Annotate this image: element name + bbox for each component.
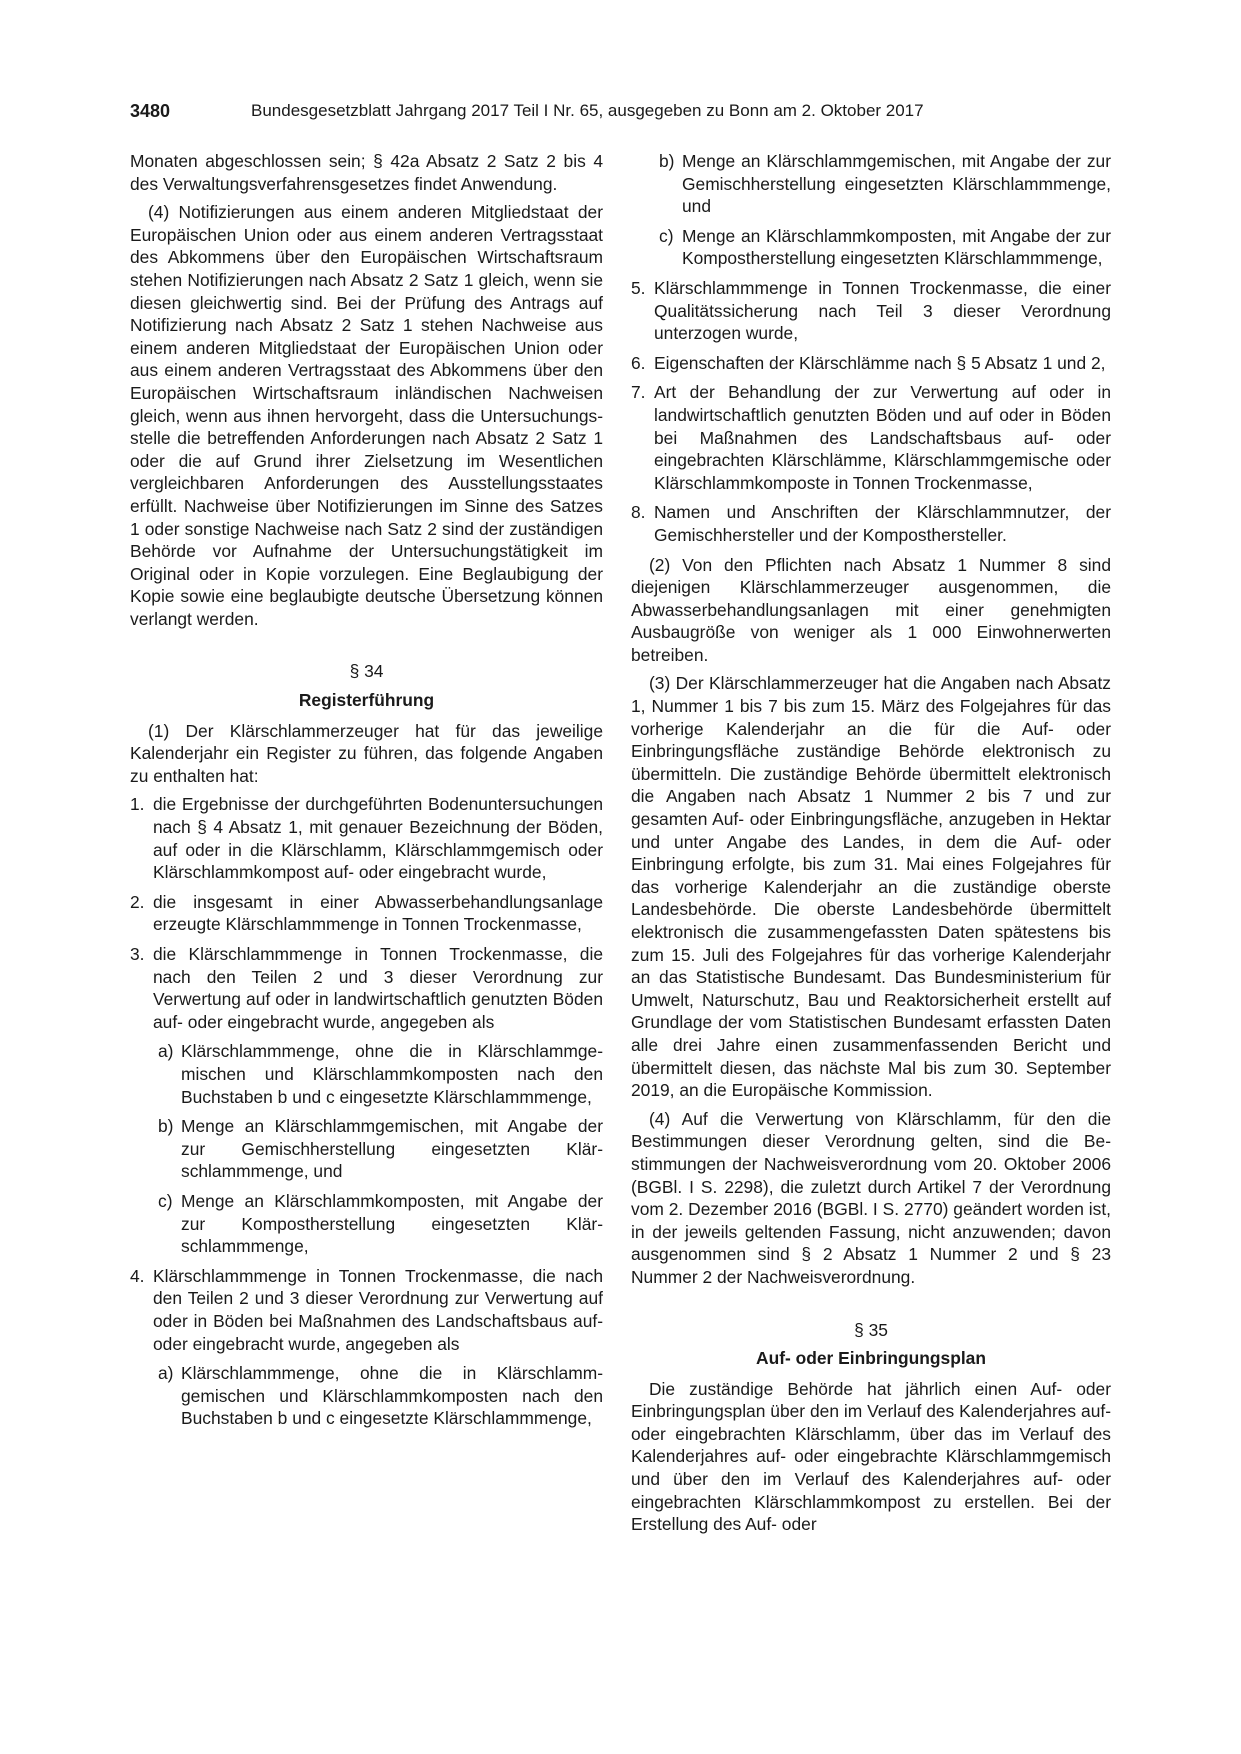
paragraph-4: (4) Notifizierungen aus einem anderen Mitgliedstaat der Europäischen Union oder aus einem anderen Vertragsstaat des Abkommens über den Europäischen Wirtschaftsraum stehen Notifizierungen nach Absatz 2 Satz 1 gleich, wenn sie diesen gleichwertig sind. Bei der Prüfung des Antrags auf Notifizierung nach Absatz 2 Satz 1 stehen Nachweise aus einem anderen Mitgliedstaat der Europäischen Union oder aus einem anderen Vertragsstaat des Abkommens über den Europäischen Wirtschaftsraum inländischen Nachweisen gleich, wenn aus ihnen hervorgeht, dass die Untersuchungsstelle die betreffenden Anforderungen nach Absatz 2 Satz 1 oder die auf Grund ihrer Zielsetzung im Wesentlichen vergleichbaren Anforderungen des Ausstellungsstaates erfüllt. Nachweise über Notifizierungen im Sinne des Satzes 1 oder sonstige Nachweise nach Satz 2 sind der zuständigen Behörde vor Aufnahme der Untersuchungstätigkeit im Original oder in Kopie vorzulegen. Eine Beglaubigung der Kopie sowie eine beglaubigte deutsche Übersetzung können verlangt werden.	[130, 202, 603, 629]
sub-item	[659, 150, 1111, 218]
list-item-text: Klärschlammmenge in Tonnen Trockenmasse, die einer Qualitätssicherung nach Teil 3 dieser Verordnung unterzogen wurde,	[654, 277, 1111, 344]
section-34-number: § 34	[349, 661, 384, 682]
page-header	[130, 101, 1110, 127]
list-item-number: 4.	[130, 1265, 145, 1286]
section-34-title: Registerführung	[298, 690, 435, 711]
list-item-text: die insgesamt in einer Abwasserbehandlungsanlage erzeugte Klärschlammmenge in Tonnen Trockenmasse,	[153, 891, 603, 935]
section-34-paragraph-2: (2) Von den Pflichten nach Absatz 1 Nummer 8 sind diejenigen Klärschlammerzeuger ausgenommen, die Abwasserbehandlungsanlagen mit einer genehmigten Ausbaugröße von weniger als 1 000 Einwohnerwerten betreiben.	[631, 554, 1111, 665]
sub-item-letter: b)	[659, 151, 675, 171]
list-item	[130, 891, 603, 936]
list-item-number: 8.	[631, 502, 646, 523]
list-item-text: die Klärschlammmenge in Tonnen Trockenmasse, die nach den Teilen 2 und 3 dieser Verordnung zur Verwertung auf oder in landwirtschaftlich genutzten Böden auf- oder eingebracht wurde, angegeben als	[153, 944, 603, 1032]
sub-item	[158, 1115, 603, 1183]
list-item-text: Art der Behandlung der zur Verwertung auf oder in landwirtschaftlich genutzten Böden und auf oder in Böden bei Maßnahmen des Landschaftsbaus auf- oder eingebrachten Klärschlämme, Klärschlammgemische oder Klärschlammkomposte in Tonnen Trockenmasse,	[654, 382, 1111, 493]
list-item	[631, 501, 1111, 546]
left-column	[130, 150, 603, 1437]
sub-item-letter: c)	[659, 225, 674, 246]
list-item-number: 1.	[130, 794, 145, 815]
page-number: 3480	[130, 101, 171, 121]
list-item	[631, 277, 1111, 345]
sub-item	[659, 225, 1111, 270]
list-item	[130, 943, 603, 1033]
gazette-title: Bundesgesetzblatt Jahrgang 2017 Teil I Nr. 65, ausgegeben zu Bonn am 2. Oktober 2017	[251, 101, 924, 120]
sub-item-letter: b)	[158, 1116, 174, 1137]
right-column	[631, 150, 1111, 1542]
sub-item-letter: c)	[158, 1190, 173, 1211]
list-item	[130, 793, 603, 883]
section-34-paragraph-3: (3) Der Klärschlammerzeuger hat die Angaben nach Absatz 1, Nummer 1 bis 7 bis zum 15. März des Folgejahres für das vorherige Kalenderjahr an die für die Auf- oder Einbringungsfläche zuständige Behörde elektronisch zu übermitteln. Die zuständige Behörde übermittelt elektronisch die Angaben nach Absatz 1 Nummer 2 bis 7 und zur gesamten Auf- oder Einbringungsfläche, anzugeben in Hektar und unter Angabe des Landes, in dem die Auf- oder Einbringung erfolgte, bis zum 31. Mai eines Folgejahres für das vorherige Kalenderjahr an die zuständige oberste Landesbehörde. Die oberste Landesbehörde übermittelt elektronisch die zusammengefassten Daten spätestens bis zum 15. Juli des Folgejahres für das vorherige Kalenderjahr an das Statistische Bundesamt. Das Bundesministerium für Umwelt, Naturschutz, Bau und Reaktorsicherheit erstellt auf Grundlage der vom Statistischen Bundesamt erfassten Daten alle drei Jahre einen zusammenfassenden Bericht und übermittelt diesen, das nächste Mal bis zum 30. September 2019, an die Europäische Kommission.	[631, 673, 1111, 1101]
sub-item-text: Klärschlammmenge, ohne die in Klärschlammgemischen und Klärschlammkomposten nach den Buchstaben b und c eingesetzte Klärschlammmenge,	[181, 1041, 603, 1107]
list-item	[631, 381, 1111, 494]
list-item-number: 6.	[631, 352, 646, 373]
sub-item-text: Menge an Klärschlammgemischen, mit Angabe der zur Gemischherstellung eingesetzten Klärschlammmenge, und	[682, 151, 1111, 217]
section-34-paragraph-4: (4) Auf die Verwertung von Klärschlamm, für den die Bestimmungen dieser Verordnung gelten, sind die Bestimmungen der Nachweisverordnung vom 20. Oktober 2006 (BGBl. I S. 2298), die zuletzt durch Artikel 7 der Verordnung vom 2. Dezember 2016 (BGBl. I S. 2770) geändert worden ist, in der jeweils geltenden Fassung, nicht anzuwenden; davon ausgenommen sind § 2 Absatz 1 Nummer 2 und § 23 Nummer 2 der Nachweisverordnung.	[631, 1108, 1111, 1287]
list-item	[130, 1265, 603, 1355]
list-item-text: Namen und Anschriften der Klärschlammnutzer, der Gemischhersteller und der Komposthersteller.	[654, 502, 1111, 545]
sub-item-text: Klärschlammmenge, ohne die in Klärschlammgemischen und Klärschlammkomposten nach den Buchstaben b und c eingesetzte Klärschlammmenge,	[181, 1363, 603, 1429]
list-item-text: Eigenschaften der Klärschlämme nach § 5 Absatz 1 und 2,	[654, 352, 1106, 373]
sub-item-text: Menge an Klärschlammkomposten, mit Angabe der zur Kompostherstellung eingesetzten Klärschlammmenge,	[682, 225, 1111, 269]
sub-item-letter: a)	[158, 1041, 174, 1062]
sub-item	[158, 1040, 603, 1108]
list-item-number: 3.	[130, 944, 145, 964]
section-35-title: Auf- oder Einbringungsplan	[756, 1348, 986, 1369]
section-35-paragraph: Die zuständige Behörde hat jährlich einen Auf- oder Einbringungsplan über den im Verlauf des Kalenderjahres auf- oder eingebrachten Klärschlamm, über das im Verlauf des Kalenderjahres auf- oder eingebrachte Klärschlammgemisch und über den im Verlauf des Kalenderjahres auf- oder eingebrachten Klärschlammkompost zu erstellen. Bei der Erstellung des Auf- oder	[631, 1378, 1111, 1535]
paragraph-continuation: Monaten abgeschlossen sein; § 42a Absatz 2 Satz 2 bis 4 des Verwaltungsverfahrensgesetzes findet Anwendung.	[130, 151, 603, 194]
list-item-text: Klärschlammmenge in Tonnen Trockenmasse, die nach den Teilen 2 und 3 dieser Verordnung zur Verwertung auf oder in Böden bei Maßnahmen des Landschaftsbaus auf- oder eingebracht wurde, angegeben als	[153, 1265, 603, 1354]
sub-item-text: Menge an Klärschlammgemischen, mit Angabe der zur Gemischherstellung eingesetzten Klärschlammmenge, und	[181, 1116, 603, 1182]
list-item-number: 2.	[130, 891, 145, 912]
list-item-number: 5.	[631, 277, 646, 298]
list-item-text: die Ergebnisse der durchgeführten Bodenuntersuchungen nach § 4 Absatz 1, mit genauer Bezeichnung der Böden, auf oder in die Klärschlamm, Klärschlammgemisch oder Klärschlammkompost auf- oder eingebracht wurde,	[153, 794, 603, 883]
sub-item	[158, 1190, 603, 1258]
section-34-paragraph-1: (1) Der Klärschlammerzeuger hat für das jeweilige Kalenderjahr ein Register zu führen, das folgende Angaben zu enthalten hat:	[130, 720, 603, 786]
sub-item-letter: a)	[158, 1363, 174, 1384]
list-item-number: 7.	[631, 382, 646, 403]
list-item	[631, 352, 1111, 375]
sub-item	[158, 1362, 603, 1430]
sub-item-text: Menge an Klärschlammkomposten, mit Angabe der zur Kompostherstellung eingesetzten Klärschlammmenge,	[181, 1190, 603, 1257]
section-35-number: § 35	[854, 1319, 888, 1340]
